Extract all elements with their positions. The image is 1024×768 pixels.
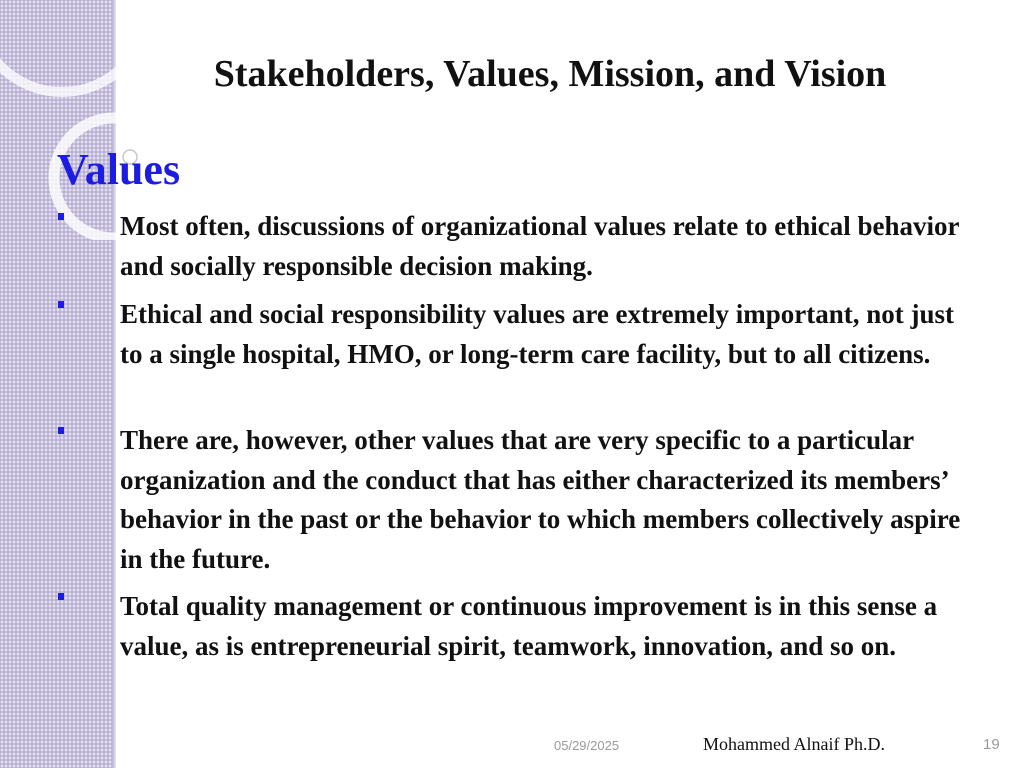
square-bullet-icon bbox=[58, 427, 64, 434]
footer-author: Mohammed Alnaif Ph.D. bbox=[703, 734, 885, 754]
page-number: 19 bbox=[983, 736, 1000, 753]
square-bullet-icon bbox=[58, 301, 64, 308]
slide-title: Stakeholders, Values, Mission, and Vision bbox=[213, 53, 887, 95]
section-heading: Values bbox=[57, 145, 181, 194]
square-bullet-icon bbox=[58, 213, 64, 220]
bullet-text: Most often, discussions of organizational values relate to ethical behavior and socially responsible decision making. bbox=[120, 211, 959, 281]
bullet-text: Total quality management or continuous improvement is in this sense a value, as is entrepreneurial spirit, teamwork, innovation, and so on. bbox=[120, 591, 938, 661]
bullet-text: Ethical and social responsibility values are extremely important, not just to a single hospital, HMO, or long-term care facility, but to all citizens. bbox=[120, 299, 954, 369]
square-bullet-icon bbox=[58, 593, 64, 600]
bullet-text: There are, however, other values that are very specific to a particular organization and the conduct that has either characterized its members’ behavior in the past or the behavior to which members collectively aspire in the future. bbox=[120, 425, 961, 574]
footer-date: 05/29/2025 bbox=[554, 738, 620, 753]
